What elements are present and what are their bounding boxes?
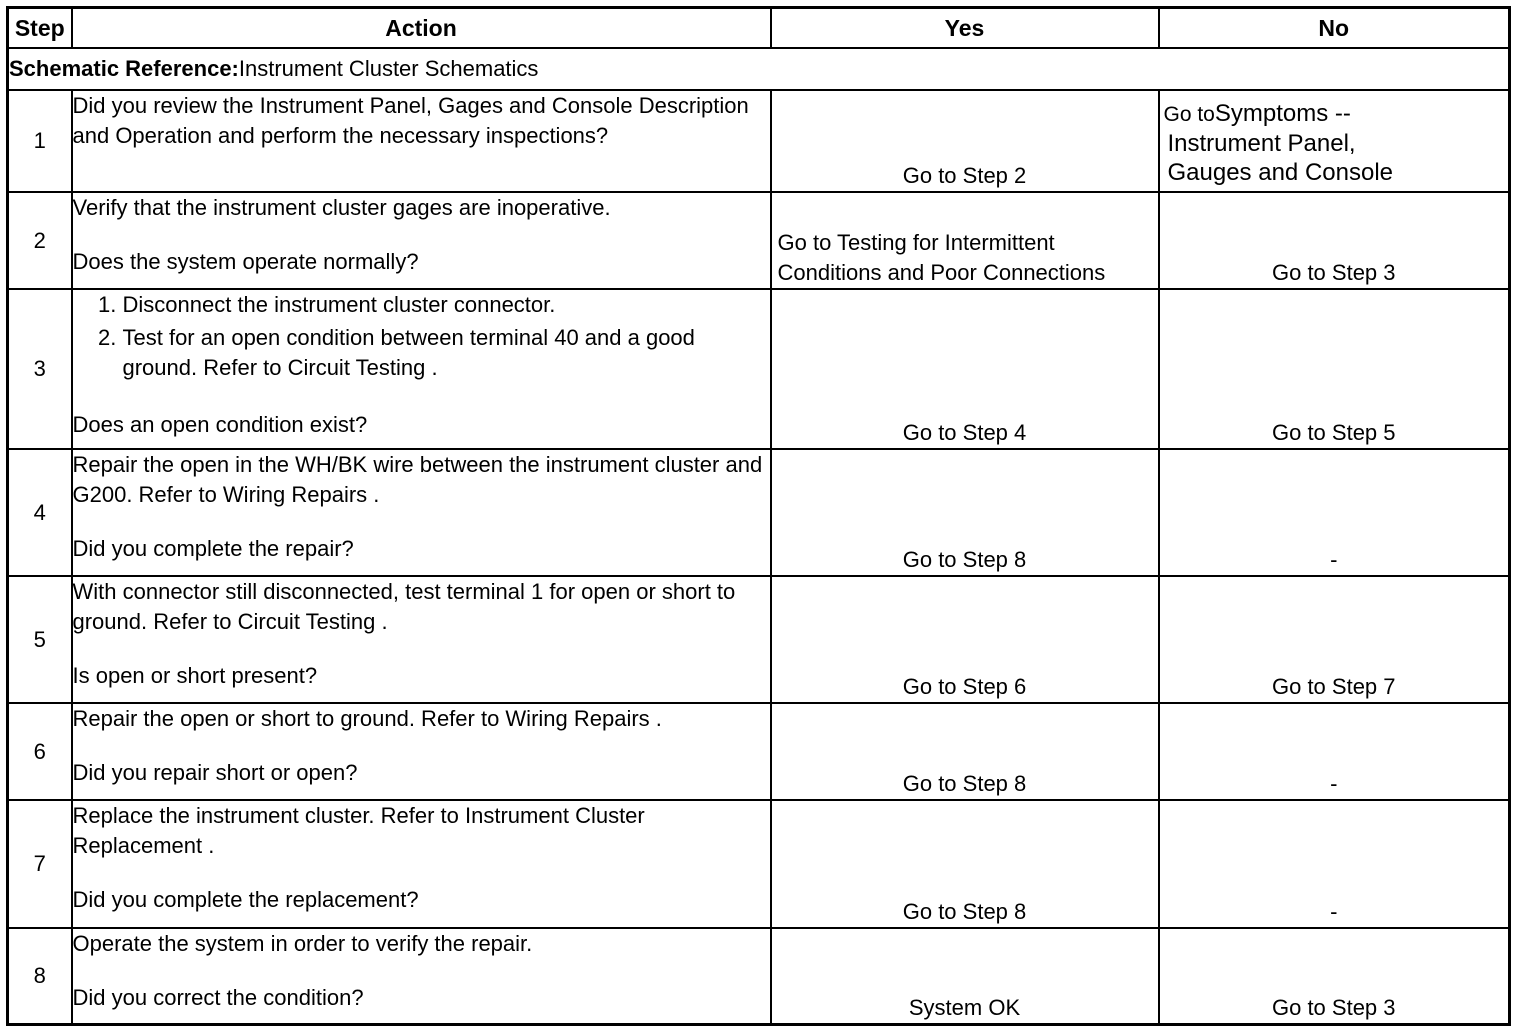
action-cell — [72, 90, 771, 192]
yes-cell — [771, 928, 1159, 1024]
schematic-reference — [8, 48, 1510, 90]
no-link[interactable]: Go to Step 3 — [1271, 260, 1396, 285]
table-row — [8, 800, 1510, 928]
no-cell — [1159, 800, 1510, 928]
no-cell — [1159, 576, 1510, 703]
yes-value: System OK — [908, 994, 1021, 1020]
yes-cell — [771, 576, 1159, 703]
schematic-reference-row — [8, 48, 1510, 90]
no-link-line-3[interactable]: Gauges and Console — [1167, 159, 1393, 186]
no-link[interactable]: Go to Step 3 — [1271, 994, 1396, 1020]
no-value: - — [1330, 899, 1338, 924]
action-cell — [72, 800, 771, 928]
yes-link[interactable]: Go to Step 8 — [902, 899, 1027, 924]
action-question: Did you complete the repair? — [72, 536, 354, 561]
yes-cell — [771, 192, 1159, 289]
substep-item: 1. Disconnect the instrument cluster connector. — [123, 290, 770, 320]
yes-link[interactable]: Go to Step 8 — [902, 547, 1027, 572]
schematic-reference-label: Schematic Reference: — [9, 56, 239, 81]
yes-cell — [771, 800, 1159, 928]
action-text: Replace the instrument cluster. Refer to Instrument Cluster Replacement . — [72, 803, 645, 858]
yes-cell — [771, 90, 1159, 192]
table-row — [8, 192, 1510, 289]
no-value: - — [1330, 771, 1338, 796]
action-text: Repair the open in the WH/BK wire between the instrument cluster and G200. Refer to Wiring Repairs . — [72, 452, 763, 507]
no-cell — [1159, 449, 1510, 576]
table-row — [8, 928, 1510, 1024]
action-question: Does the system operate normally? — [72, 249, 419, 274]
step-number: 8 — [8, 928, 72, 1024]
header-yes: Yes — [771, 8, 1159, 49]
action-question: Did you repair short or open? — [72, 760, 358, 785]
action-text: With connector still disconnected, test terminal 1 for open or short to ground. Refer to Circuit Testing . — [72, 579, 736, 634]
action-cell — [72, 289, 771, 449]
table-row — [8, 576, 1510, 703]
no-cell — [1159, 90, 1510, 192]
step-number: 6 — [8, 703, 72, 800]
action-cell — [72, 576, 771, 703]
no-link[interactable]: Go to Step 7 — [1271, 674, 1396, 699]
yes-link[interactable]: Go to Step 2 — [902, 163, 1027, 188]
yes-link[interactable]: Go to Testing for Intermittent Conditions and Poor Connections — [777, 230, 1106, 285]
schematic-reference-link[interactable]: Instrument Cluster Schematics — [238, 56, 539, 81]
header-row — [8, 8, 1510, 49]
step-number: 2 — [8, 192, 72, 289]
yes-link[interactable]: Go to Step 4 — [902, 420, 1027, 445]
no-link[interactable]: Go to Step 5 — [1271, 420, 1396, 445]
header-action: Action — [72, 8, 771, 49]
no-link-line-2[interactable]: Instrument Panel, — [1167, 130, 1356, 157]
no-cell — [1159, 192, 1510, 289]
action-question: Does an open condition exist? — [72, 412, 368, 437]
yes-cell — [771, 289, 1159, 449]
action-cell — [72, 703, 771, 800]
step-number: 7 — [8, 800, 72, 928]
step-number: 3 — [8, 289, 72, 449]
action-text: Repair the open or short to ground. Refer to Wiring Repairs . — [72, 706, 662, 731]
no-link-line-1[interactable]: Symptoms -- — [1214, 100, 1351, 127]
diagnostic-table-container — [6, 6, 1508, 1026]
diagnostic-table — [6, 6, 1511, 1026]
header-step: Step — [8, 8, 72, 49]
yes-link[interactable]: Go to Step 6 — [902, 674, 1027, 699]
no-cell — [1159, 928, 1510, 1024]
substep-item: 2. Test for an open condition between terminal 40 and a good ground. Refer to Circuit Testing . — [123, 323, 770, 383]
yes-cell — [771, 703, 1159, 800]
action-text: Operate the system in order to verify the repair. — [72, 931, 533, 956]
header-no: No — [1159, 8, 1510, 49]
step-number: 4 — [8, 449, 72, 576]
no-cell — [1159, 289, 1510, 449]
no-prefix: Go to — [1163, 103, 1215, 126]
action-cell — [72, 192, 771, 289]
action-question: Did you correct the condition? — [72, 985, 364, 1010]
no-cell — [1159, 703, 1510, 800]
no-value: - — [1330, 547, 1338, 572]
step-number: 1 — [8, 90, 72, 192]
yes-link[interactable]: Go to Step 8 — [902, 771, 1027, 796]
step-number: 5 — [8, 576, 72, 703]
table-row — [8, 449, 1510, 576]
action-question: Is open or short present? — [72, 663, 318, 688]
action-text: Verify that the instrument cluster gages are inoperative. — [72, 195, 611, 220]
action-cell — [72, 928, 771, 1024]
table-row — [8, 289, 1510, 449]
table-row — [8, 703, 1510, 800]
yes-cell — [771, 449, 1159, 576]
substep-list — [73, 290, 770, 383]
table-row — [8, 90, 1510, 192]
action-text: Did you review the Instrument Panel, Gages and Console Description and Operation and perform the necessary inspections? — [72, 93, 749, 148]
action-cell — [72, 449, 771, 576]
action-question: Did you complete the replacement? — [72, 887, 419, 912]
